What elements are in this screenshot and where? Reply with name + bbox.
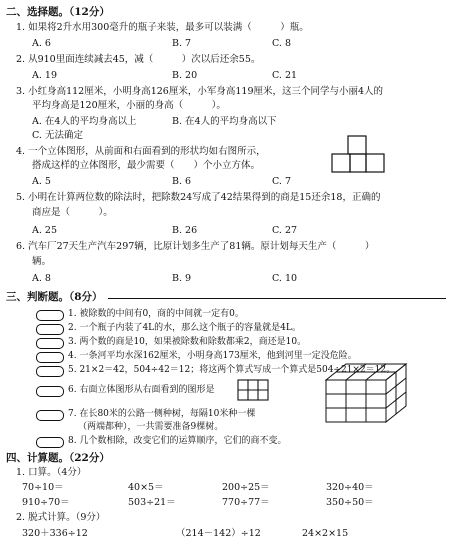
option-c: C. 27 <box>272 225 298 236</box>
stepwise-title: 2. 脱式计算。（9分） <box>16 512 106 523</box>
oral-item: 910÷70＝ <box>22 497 70 508</box>
section-title-choice: 二、选择题。（12分） <box>6 6 110 18</box>
option-c: C. 7 <box>272 176 292 187</box>
question-1: 1. 如果将2升水用300毫升的瓶子来装，最多可以装满（ ）瓶。 <box>16 22 309 33</box>
judge-8: 8. 几个数相除，改变它们的运算顺序，它们的商不变。 <box>68 436 287 446</box>
oral-item: 503÷21＝ <box>128 497 176 508</box>
question-5-line1: 5. 小明在计算两位数的除法时，把除数24写成了42结果得到的商是15还余18，正确的 <box>16 192 381 203</box>
oral-title: 1. 口算。（4分） <box>16 467 87 478</box>
stepwise-item: 320＋336÷12 <box>22 528 88 539</box>
answer-bracket[interactable] <box>36 352 64 363</box>
question-6-line1: 6. 汽车厂27天生产汽车297辆，比原计划多生产了81辆。原计划每天生产（ ） <box>16 241 375 252</box>
section-rule <box>108 298 446 299</box>
judge-1: 1. 被除数的中间有0，商的中间就一定有0。 <box>68 309 244 319</box>
section-title-judge: 三、判断题。（8分） <box>6 291 103 303</box>
oral-item: 350÷50＝ <box>326 497 374 508</box>
oral-item: 70÷10＝ <box>22 482 64 493</box>
option-c: C. 21 <box>272 70 298 81</box>
judge-3: 3. 两个数的商是10，如果被除数和除数都乘2，商还是10。 <box>68 337 307 347</box>
option-a: A. 在4人的平均身高以上 <box>32 116 137 127</box>
stepwise-item: 24×2×15 <box>302 528 349 539</box>
question-3-line2: 平均身高是120厘米，小丽的身高（ ）。 <box>32 100 226 111</box>
answer-bracket[interactable] <box>36 338 64 349</box>
judge-2: 2. 一个瓶子内装了4L的水，那么这个瓶子的容量就是4L。 <box>68 323 301 333</box>
answer-bracket[interactable] <box>36 310 64 321</box>
option-a: A. 25 <box>32 225 57 236</box>
oral-item: 320÷40＝ <box>326 482 374 493</box>
judge-7-line2: （两端都种），一共需要准备9棵树。 <box>78 422 224 432</box>
option-a: A. 5 <box>32 176 51 187</box>
judge-4: 4. 一条河平均水深162厘米，小明身高173厘米，他到河里一定没危险。 <box>68 351 357 361</box>
answer-bracket[interactable] <box>36 366 64 377</box>
oral-item: 770÷77＝ <box>222 497 270 508</box>
option-c: C. 10 <box>272 273 298 284</box>
question-2: 2. 从910里面连续减去45，减（ ）次以后还余55。 <box>16 54 261 65</box>
judge-7-line1: 7. 在长80米的公路一侧种树，每隔10米种一棵 <box>68 409 256 419</box>
option-c: C. 无法确定 <box>32 130 83 141</box>
answer-bracket[interactable] <box>36 437 64 448</box>
judge-5: 5. 21×2＝42，504÷42＝12；将这两个算式写成一个算式是504÷21×2＝12。 <box>68 365 396 375</box>
option-b: B. 7 <box>172 38 192 49</box>
option-b: B. 26 <box>172 225 198 236</box>
option-b: B. 20 <box>172 70 198 81</box>
answer-bracket[interactable] <box>36 410 64 421</box>
option-b: B. 在4人的平均身高以下 <box>172 116 277 127</box>
option-c: C. 8 <box>272 38 292 49</box>
option-a: A. 8 <box>32 273 51 284</box>
question-4-line1: 4. 一个立体图形，从前面和右面看到的形状均如右图所示， <box>16 146 266 157</box>
answer-bracket[interactable] <box>36 324 64 335</box>
section-title-calc: 四、计算题。（22分） <box>6 452 110 464</box>
right-view-figure <box>236 378 270 402</box>
oral-item: 40×5＝ <box>128 482 164 493</box>
question-4-line2: 搭成这样的立体图形，最少需要（ ）个小立方体。 <box>32 160 261 171</box>
stepwise-item: （214－142）÷12 <box>176 528 261 539</box>
question-5-line2: 商应是（ ）。 <box>32 207 113 218</box>
option-b: B. 9 <box>172 273 192 284</box>
answer-bracket[interactable] <box>36 386 64 397</box>
view-shape-figure <box>330 132 390 178</box>
question-6-line2: 辆。 <box>32 256 52 267</box>
option-a: A. 6 <box>32 38 51 49</box>
option-b: B. 6 <box>172 176 192 187</box>
cube-stack-figure <box>322 358 418 428</box>
question-3-line1: 3. 小红身高112厘米，小明身高126厘米，小军身高119厘米，这三个同学与小丽4人的 <box>16 86 384 97</box>
option-a: A. 19 <box>32 70 57 81</box>
judge-6: 6. 右面立体图形从右面看到的图形是 <box>68 385 215 395</box>
oral-item: 200÷25＝ <box>222 482 270 493</box>
